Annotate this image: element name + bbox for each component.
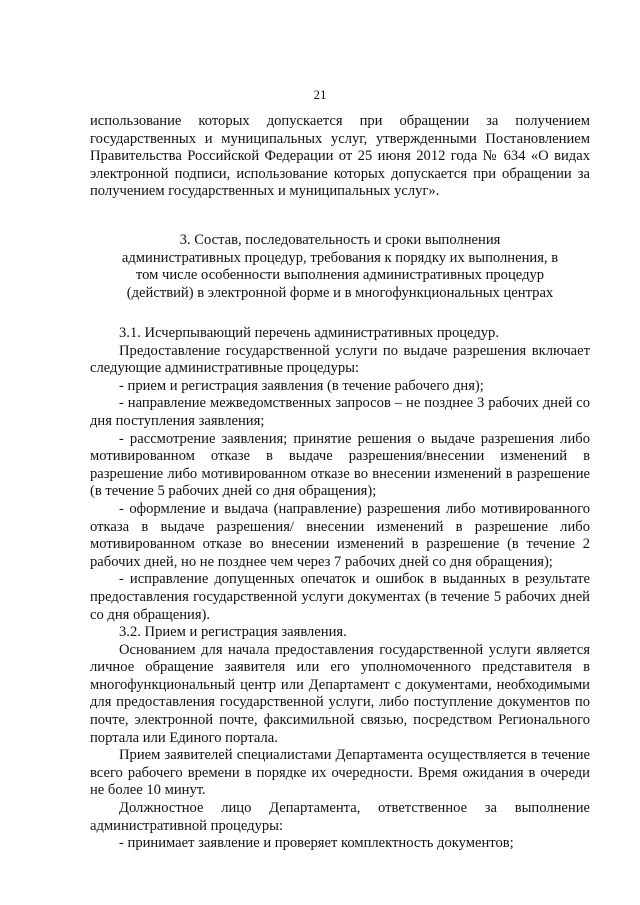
list-item: - оформление и выдача (направление) разрешения либо мотивированного отказа в выдаче разрешения/ внесении изменений в разрешение либо мотивированном отказе во внесении изменений в разрешение (в течение 2 рабочих дней, но не позднее чем через 7 рабочих дней со дня обращения); bbox=[90, 500, 590, 570]
list-item: - прием и регистрация заявления (в течение рабочего дня); bbox=[119, 377, 484, 394]
list-item: - принимает заявление и проверяет комплектность документов; bbox=[119, 835, 514, 852]
list-item: - рассмотрение заявления; принятие решения о выдаче разрешения либо мотивированном отказе в выдаче разрешения/внесении изменений в разрешение либо мотивированном отказе во внесении изменений в разрешение (в течение 5 рабочих дней со дня обращения); bbox=[90, 430, 590, 500]
paragraph: Предоставление государственной услуги по выдаче разрешения включает следующие административные процедуры: bbox=[90, 342, 590, 377]
paragraph: Должностное лицо Департамента, ответственное за выполнение административной процедуры: bbox=[90, 800, 590, 834]
paragraph-3-1: 3.1. Исчерпывающий перечень административных процедур. bbox=[119, 325, 500, 341]
intro-paragraph: использование которых допускается при обращении за получением государственных и муниципальных услуг, утвержденными Постановлением Правительства Российской Федерации от 25 июня 2012 года № 634 «О видах электронной подписи, использование которых допускается при обращении за получением государственных и муниципальных услуг». bbox=[90, 113, 590, 200]
paragraph: Прием заявителей специалистами Департамента осуществляется в течение всего рабочего времени в порядке их очередности. Время ожидания в очереди не более 10 минут. bbox=[90, 747, 590, 799]
list-item: - направление межведомственных запросов – не позднее 3 рабочих дней со дня поступления заявления; bbox=[90, 395, 590, 429]
section-body bbox=[90, 325, 590, 853]
page-number: 21 bbox=[313, 87, 327, 102]
list-item: - исправление допущенных опечаток и ошибок в выданных в результате предоставления государственной услуги документах (в течение 5 рабочих дней со дня обращения). bbox=[90, 571, 590, 623]
paragraph: Основанием для начала предоставления государственной услуги является личное обращение заявителя или его уполномоченного представителя в многофункциональный центр или Департамент с документами, необходимыми для предоставления государственной услуги, либо поступление документов по почте, электронной почте, факсимильной связью, посредством Регионального портала или Единого портала. bbox=[90, 641, 590, 746]
paragraph-3-2: 3.2. Прием и регистрация заявления. bbox=[119, 624, 347, 641]
section-heading: 3. Состав, последовательность и сроки выполнения административных процедур, требования к порядку их выполнения, в том числе особенности выполнения административных процедур (действий) в электронной форме и в многофункциональных центрах bbox=[121, 232, 559, 301]
intro-paragraph-block bbox=[90, 113, 590, 201]
